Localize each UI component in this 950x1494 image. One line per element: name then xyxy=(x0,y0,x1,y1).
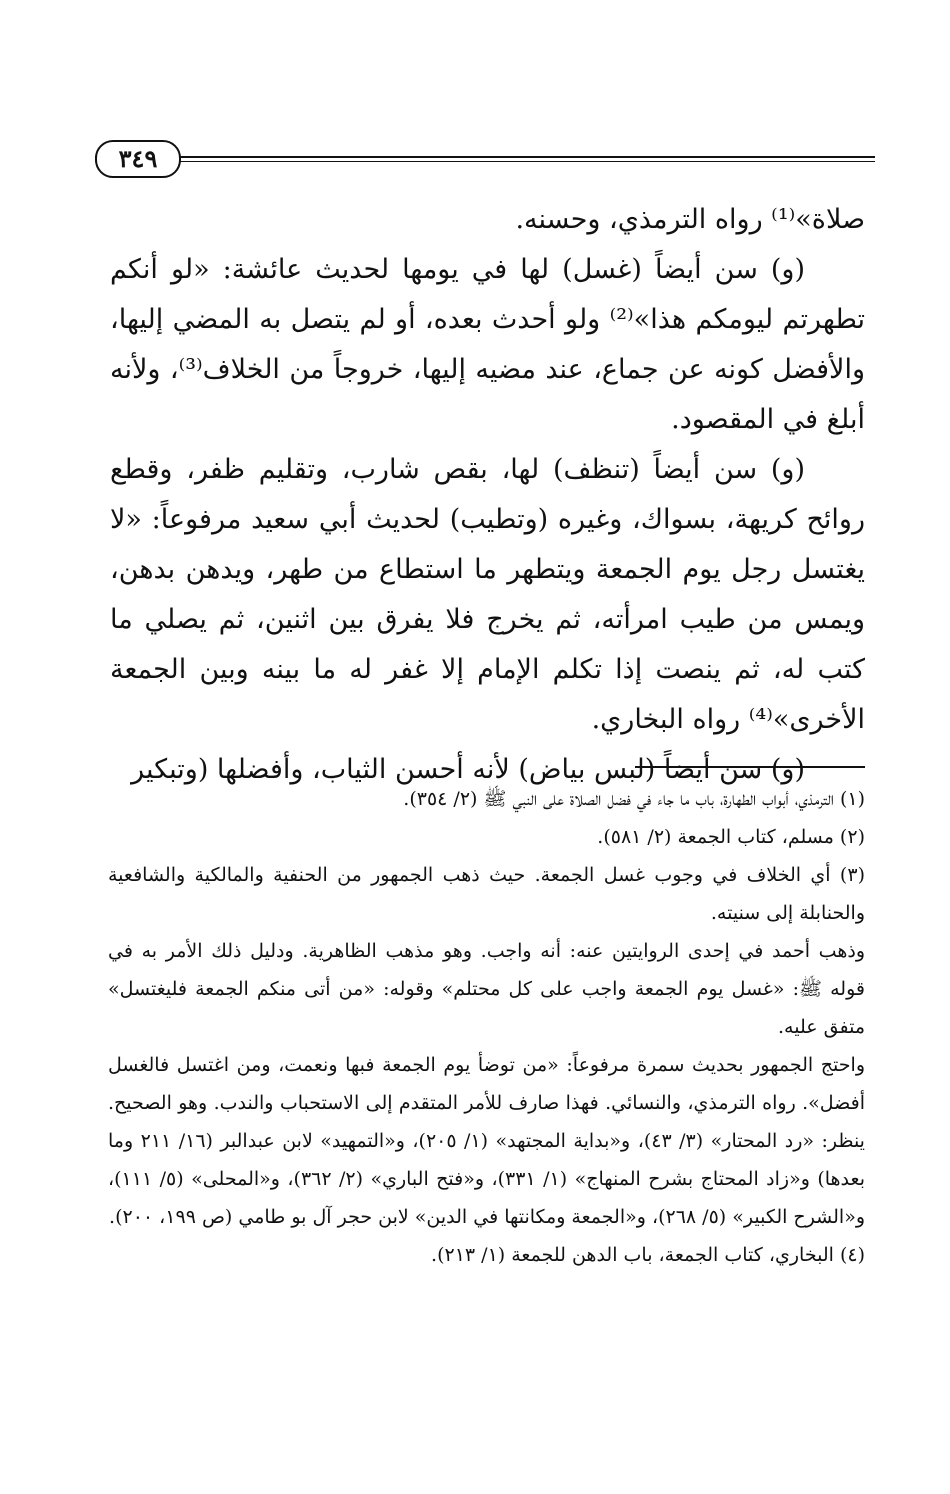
footnote-3: (٣) أي الخلاف في وجوب غسل الجمعة. حيث ذهب الجمهور من الحنفية والمالكية والشافعية والحنابلة إلى سنيته. xyxy=(108,864,865,924)
page-number: ٣٤٩ xyxy=(95,140,181,178)
footnote-4: (٤) البخاري، كتاب الجمعة، باب الدهن للجمعة (١/ ٢١٣). xyxy=(431,1244,865,1266)
footnote-2: (٢) مسلم، كتاب الجمعة (٢/ ٥٨١). xyxy=(597,826,865,848)
header-rule-thin xyxy=(95,161,875,162)
paragraph-3: (و) سن أيضاً (تنظف) لها، بقص شارب، وتقليم ظفر، وقطع روائح كريهة، بسواك، وغيره (وتطيب) لحديث أبي سعيد مرفوعاً: «لا يغتسل رجل يوم الجمعة ويتطهر ما استطاع من طهر، ويدهن بدهن، ويمس من طيب امرأته، ثم يخرج فلا يفرق بين اثنين، ثم يصلي ما كتب له، ثم ينصت إذا تكلم الإمام إلا غفر له ما بينه وبين الجمعة الأخرى»⁽⁴⁾ رواه البخاري. xyxy=(110,454,865,735)
paragraph-1: صلاة»⁽¹⁾ رواه الترمذي، وحسنه. xyxy=(515,204,865,235)
footnote-3-continued: وذهب أحمد في إحدى الروايتين عنه: أنه واجب. وهو مذهب الظاهرية. ودليل ذلك الأمر به في قوله ﷺ: «غسل يوم الجمعة واجب على كل محتلم» وقوله: «من أتى منكم الجمعة فليغتسل» متفق عليه. xyxy=(108,940,865,1038)
page-header xyxy=(95,140,875,180)
footnote-1: (١) الترمذي، أبواب الطهارة، باب ما جاء في فضل الصلاة على النبي ﷺ (٢/ ٣٥٤). xyxy=(403,788,865,810)
header-rule xyxy=(95,156,875,158)
main-text xyxy=(110,195,865,795)
footnote-3-references: واحتج الجمهور بحديث سمرة مرفوعاً: «من توضأ يوم الجمعة فبها ونعمت، ومن اغتسل فالغسل أفضل». رواه الترمذي، والنسائي. فهذا صارف للأمر المتقدم إلى الاستحباب والندب. وهو الصحيح. ينظر: «رد المحتار» (٣/ ٤٣)، و«بداية المجتهد» (١/ ٢٠٥)، و«التمهيد» لابن عبدالبر (١٦/ ٢١١ وما بعدها) و«زاد المحتاج بشرح المنهاج» (١/ ٣٣١)، و«فتح الباري» (٢/ ٣٦٢)، و«المحلى» (٥/ ١١١)، و«الشرح الكبير» (٥/ ٢٦٨)، و«الجمعة ومكانتها في الدين» لابن حجر آل بو طامي (ص ١٩٩، ٢٠٠). xyxy=(108,1054,865,1228)
paragraph-2: (و) سن أيضاً (غسل) لها في يومها لحديث عائشة: «لو أنكم تطهرتم ليومكم هذا»⁽²⁾ ولو أحدث بعده، أو لم يتصل به المضي إليها، والأفضل كونه عن جماع، عند مضيه إليها، خروجاً من الخلاف⁽³⁾، ولأنه أبلغ في المقصود. xyxy=(110,254,865,435)
paragraph-4: (و) سن أيضاً (لبس بياض) لأنه أحسن الثياب، وأفضلها (وتبكير xyxy=(131,754,805,785)
footnote-divider xyxy=(635,766,865,768)
footnotes xyxy=(108,780,865,1274)
